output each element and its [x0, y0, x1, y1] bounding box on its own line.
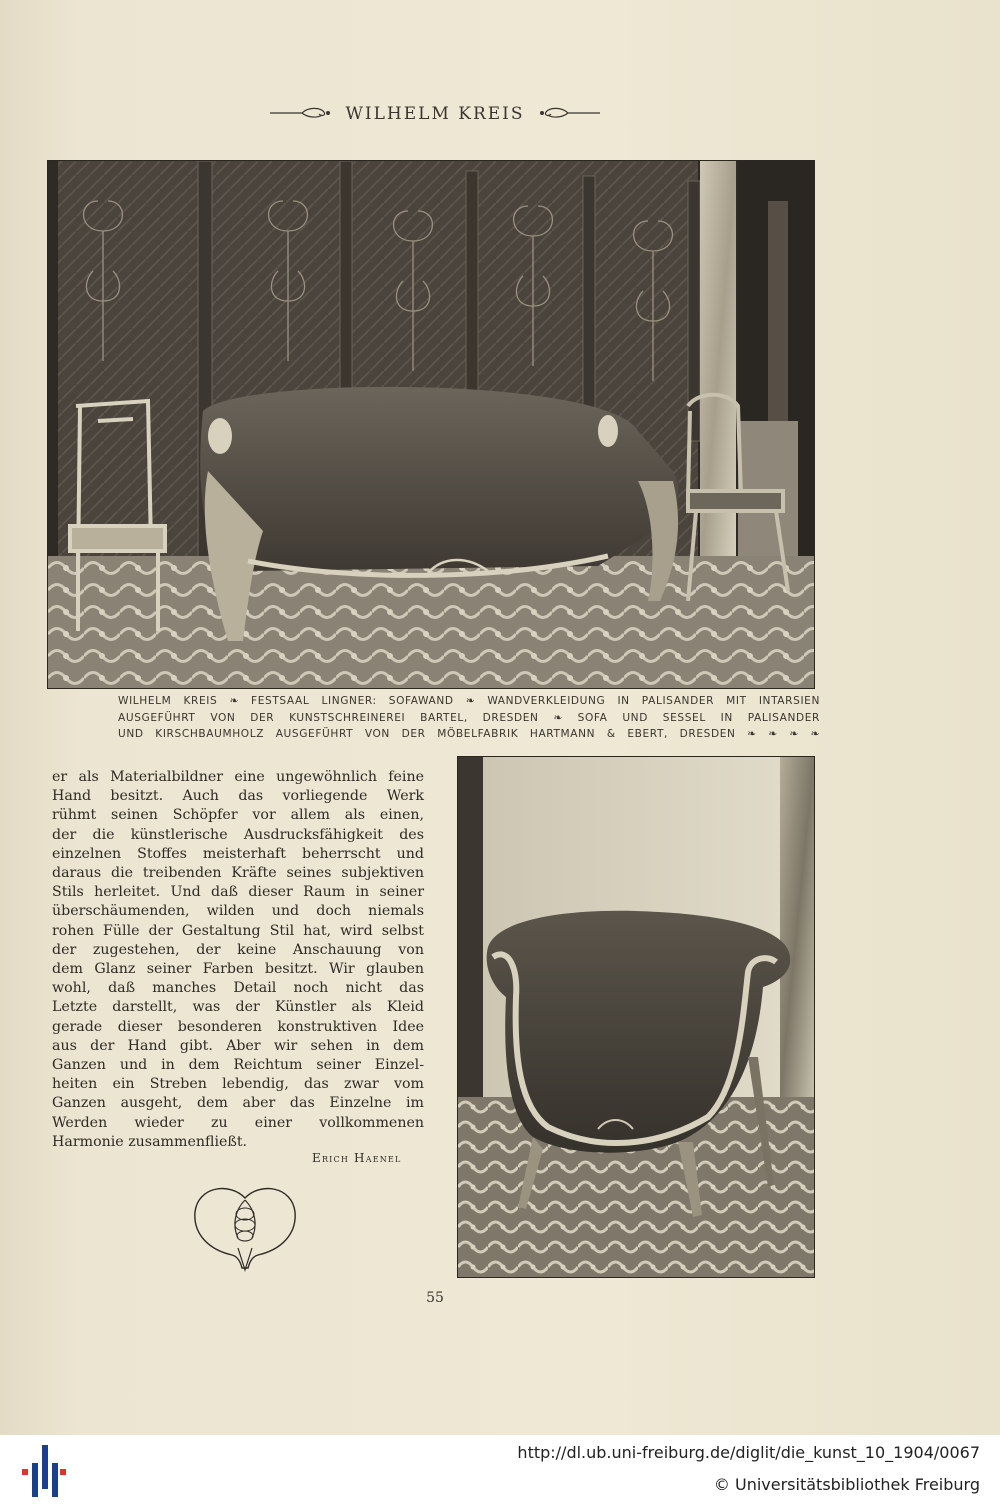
caption-line: AUSGEFÜHRT VON DER KUNSTSCHREINEREI BARTEL, DRESDEN ❧ SOFA UND SESSEL IN PALISANDER: [118, 711, 820, 724]
text-line: Stils herleitet. Und daß dieser Raum in seiner: [52, 884, 424, 901]
ub-freiburg-logo-icon: [22, 1443, 66, 1499]
armchair-photo: [457, 756, 815, 1278]
text-line: rohen Fülle der Gestaltung Stil hat, wird selbst: [52, 922, 424, 939]
text-line: er als Materialbildner eine ungewöhnlich feine: [52, 769, 424, 785]
text-line: Werden wieder zu einer vollkommenen: [52, 1114, 424, 1131]
vignette-ornament-icon: [190, 1180, 300, 1280]
running-title: WILHELM KREIS: [345, 104, 525, 124]
text-line: Harmonie zusammenfließt.: [52, 1133, 248, 1150]
text-line: heiten ein Streben lebendig, das zwar vom: [52, 1076, 424, 1093]
copyright-notice: © Universitätsbibliothek Freiburg: [713, 1475, 980, 1494]
viewer-footer: [0, 1435, 1000, 1505]
figure-caption: [118, 693, 820, 743]
text-line: einzelnen Stoffes meisterhaft beherrscht und: [52, 845, 424, 862]
text-line: Ganzen ausgeht, dem aber das Einzelne im: [52, 1095, 424, 1112]
text-line: wohl, daß manches Detail noch nicht das: [52, 980, 424, 997]
sofa-photo: [47, 160, 815, 689]
permalink-url[interactable]: http://dl.ub.uni-freiburg.de/diglit/die_kunst_10_1904/0067: [517, 1443, 980, 1462]
text-line: der zugestehen, der keine Anschauung von: [52, 941, 424, 958]
text-line: daraus die treibenden Kräfte seines subjektiven: [52, 865, 424, 882]
author-signature: Erich Haenel: [312, 1151, 402, 1165]
text-line: Letzte darstellt, was der Künstler als Kleid: [52, 999, 424, 1016]
running-head: [0, 100, 1000, 130]
text-line: Ganzen und in dem Reichtum seiner Einzel-: [52, 1057, 424, 1074]
caption-line: UND KIRSCHBAUMHOLZ AUSGEFÜHRT VON DER MÖBELFABRIK HARTMANN & EBERT, DRESDEN ❧ ❧ ❧ ❧: [118, 728, 820, 740]
caption-line: WILHELM KREIS ❧ FESTSAAL LINGNER: SOFAWAND ❧ WANDVERKLEIDUNG IN PALISANDER MIT INTARSIEN: [118, 695, 820, 707]
article-text: [52, 768, 424, 1152]
text-line: gerade dieser besonderen konstruktiven Idee: [52, 1018, 424, 1035]
right-ornament-icon: [538, 106, 602, 120]
text-line: Hand besitzt. Auch das vorliegende Werk: [52, 788, 424, 805]
page-number: 55: [426, 1290, 444, 1306]
text-line: dem Glanz seiner Farben besitzt. Wir glauben: [52, 961, 424, 978]
text-line: der die künstlerische Ausdrucksfähigkeit des: [52, 826, 424, 843]
text-line: rühmt seinen Schöpfer vor allem als einen,: [52, 807, 424, 824]
text-line: aus der Hand gibt. Aber wir sehen in dem: [52, 1037, 424, 1054]
text-line: überschäumenden, wilden und doch niemals: [52, 903, 424, 920]
